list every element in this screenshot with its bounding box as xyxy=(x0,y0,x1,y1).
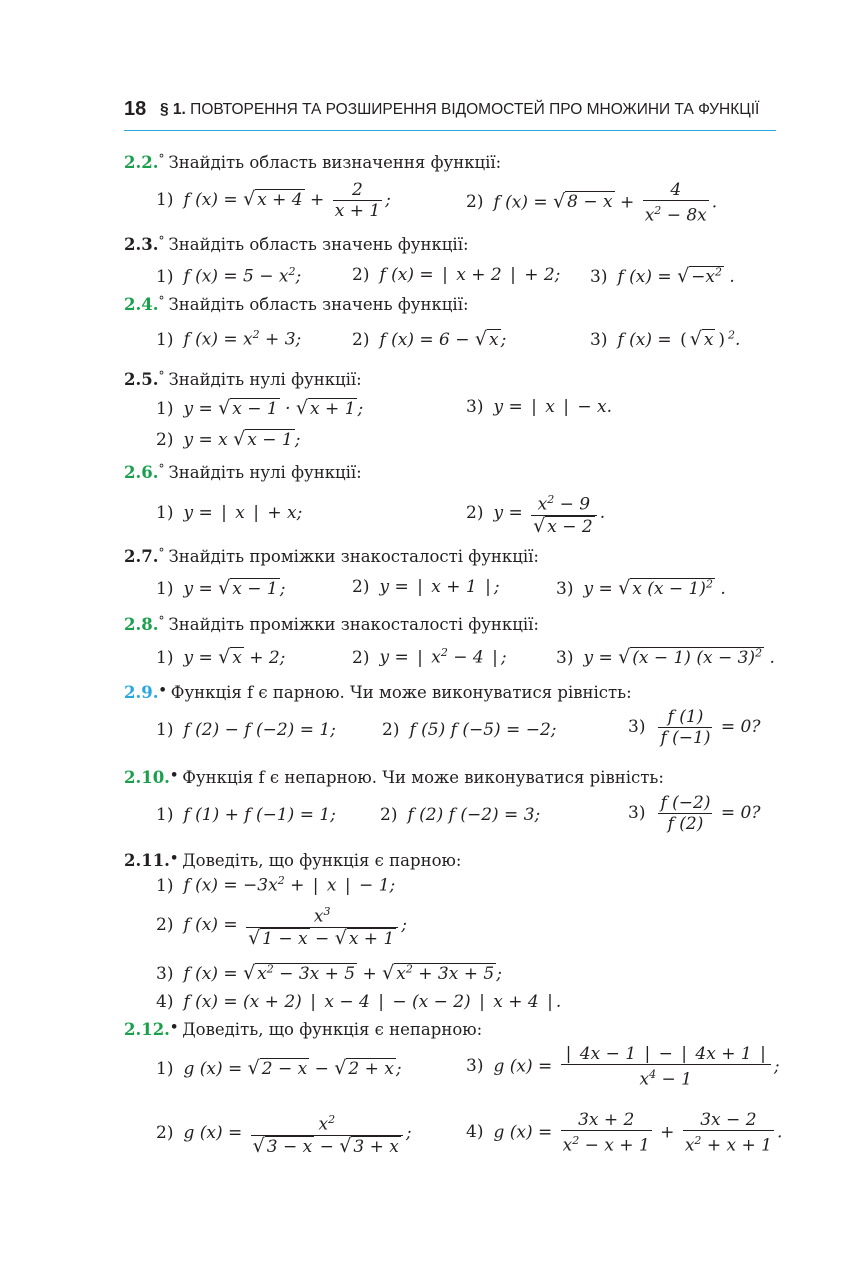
exercise-2-7 xyxy=(124,547,539,566)
level-marker: • xyxy=(169,768,179,783)
exercise-text: Знайдіть нулі функції: xyxy=(168,463,362,482)
level-marker: ° xyxy=(158,546,165,560)
exercise-2-8 xyxy=(124,615,539,634)
section-title xyxy=(160,101,759,119)
item-number: 1) xyxy=(156,648,174,668)
exercise-text: Функція f є непарною. Чи може виконуватися рівність: xyxy=(182,768,664,787)
section-title-text: ПОВТОРЕННЯ ТА РОЗШИРЕННЯ ВІДОМОСТЕЙ ПРО МНОЖИНИ ТА ФУНКЦІЇ xyxy=(190,101,760,118)
level-marker: • xyxy=(158,683,167,698)
formula: 2) y = $\frac{x^2 - 9}{√ x - 2}$ . xyxy=(466,490,605,537)
formula: 3) y = √ (x − 1) $(x - 3)^2$ . xyxy=(556,646,775,668)
exercise-number: 2.4. xyxy=(124,295,159,314)
formula: 1) y = √ x + 2; xyxy=(156,646,286,668)
formula: 3) f (x) = √ $-x^2$ . xyxy=(590,265,735,287)
formula: 3) $\frac{f (-2)}{f (2)}$ = 0? xyxy=(628,793,761,834)
exercise-text: Знайдіть область визначення функції: xyxy=(168,153,502,172)
exercise-number: 2.5. xyxy=(124,370,159,389)
formula: 2) f (x) = √ 8 − x + $\frac{4}{x^2 - 8x}$ . xyxy=(466,180,718,226)
formula: 1) y = √ x − 1 · √ x + 1 ; xyxy=(156,397,364,419)
item-number: 2) xyxy=(466,502,484,523)
item-number: 1) xyxy=(156,399,174,419)
exercise-text: Функція f є парною. Чи може виконуватися рівність: xyxy=(170,683,632,702)
exercise-2-6 xyxy=(124,463,362,482)
formula: 2) f (x) = 6 − √ x ; xyxy=(352,328,507,350)
level-marker: • xyxy=(169,851,179,866)
level-marker: ° xyxy=(158,294,165,308)
exercise-2-11 xyxy=(124,851,461,870)
item-number: 4) xyxy=(466,1122,484,1143)
item-number: 1) xyxy=(156,579,174,599)
item-number: 1) xyxy=(156,503,174,523)
item-number: 3) xyxy=(466,397,484,417)
formula: 4) g (x) = $\frac{3x + 2}{x^2 - x + 1}$ + $\frac{3x - 2}{x^2 + x + 1}$ . xyxy=(466,1110,783,1156)
exercise-number: 2.8. xyxy=(124,615,159,634)
item-number: 1) xyxy=(156,805,174,825)
formula: 3) f (x) = ( √ x ) $^2$. xyxy=(590,328,741,350)
exercise-2-12 xyxy=(124,1020,482,1039)
exercise-text: Доведіть, що функція є непарною: xyxy=(182,1020,483,1039)
item-number: 2) xyxy=(466,192,484,213)
item-number: 3) xyxy=(590,330,608,350)
exercise-2-2 xyxy=(124,153,501,172)
page-header xyxy=(124,98,776,131)
formula: 3) g (x) = $\frac{| 4x - 1 | - | 4x + 1 |}{x^4 - 1}$ ; xyxy=(466,1044,780,1090)
item-number: 1) xyxy=(156,266,174,287)
exercise-2-4 xyxy=(124,295,469,314)
item-number: 2) xyxy=(352,647,370,668)
item-number: 2) xyxy=(352,330,370,350)
formula: 1) f $(x) = -3x^2$ + | x | − 1; xyxy=(156,874,396,896)
item-number: 1) xyxy=(156,1059,174,1079)
exercise-2-5 xyxy=(124,370,362,389)
exercise-text: Знайдіть нулі функції: xyxy=(168,370,362,389)
item-number: 1) xyxy=(156,190,174,210)
exercise-text: Знайдіть область значень функції: xyxy=(168,235,469,254)
item-number: 3) xyxy=(156,964,174,984)
formula: 2) y = x √ x − 1 ; xyxy=(156,428,301,450)
item-number: 4) xyxy=(156,992,174,1012)
level-marker: ° xyxy=(158,234,165,248)
exercise-number: 2.10. xyxy=(124,768,170,787)
item-number: 3) xyxy=(466,1056,484,1077)
item-number: 2) xyxy=(352,577,370,597)
formula: 1) g (x) = √ 2 − x − √ 2 + x ; xyxy=(156,1057,402,1079)
formula: 1) y = | x | + x; xyxy=(156,503,303,523)
exercise-text: Знайдіть проміжки знакосталості функції: xyxy=(168,615,539,634)
formula: 2) f (x) = | x + 2 | + 2; xyxy=(352,265,561,285)
item-number: 3) xyxy=(628,803,646,823)
item-number: 2) xyxy=(156,914,174,935)
formula: 2) f (5) f (−5) = −2; xyxy=(382,720,557,740)
item-number: 3) xyxy=(590,267,608,287)
item-number: 2) xyxy=(382,720,400,740)
item-number: 3) xyxy=(628,717,646,737)
formula: 1) f (1) + f (−1) = 1; xyxy=(156,805,336,825)
exercise-text: Знайдіть проміжки знакосталості функції: xyxy=(168,547,539,566)
formula: 3) y = | x | − x. xyxy=(466,397,613,417)
formula: 2) f (2) f (−2) = 3; xyxy=(380,805,541,825)
formula: 2) y = | $x^2 - 4$ | ; xyxy=(352,646,507,668)
exercise-number: 2.3. xyxy=(124,235,159,254)
section-mark: § 1. xyxy=(160,101,186,118)
formula: 3) y = √ x $(x - 1)^2$ . xyxy=(556,577,726,599)
level-marker: • xyxy=(169,1020,179,1035)
level-marker: ° xyxy=(158,462,165,476)
formula: 1) f $(x) = 5 - x^2$; xyxy=(156,265,302,287)
level-marker: ° xyxy=(158,369,165,383)
formula: 4) f (x) = (x + 2) | x − 4 | − (x − 2) | x + 4 | . xyxy=(156,992,562,1012)
formula: 3) f (x) = √ $x^2 - 3x + 5$ + √ $x^2 + 3x + 5$ ; xyxy=(156,962,502,984)
level-marker: ° xyxy=(158,152,165,166)
formula: 2) f (x) = $\frac{x^3}{√ 1 - x - √ x + 1}$ ; xyxy=(156,902,407,949)
level-marker: ° xyxy=(158,614,165,628)
formula: 1) f (2) − f (−2) = 1; xyxy=(156,720,336,740)
item-number: 2) xyxy=(380,805,398,825)
exercise-2-9 xyxy=(124,683,632,702)
formula: 2) g (x) = $\frac{x^2}{√ 3 - x - √ 3 + x}$ ; xyxy=(156,1110,412,1157)
item-number: 1) xyxy=(156,875,174,896)
exercise-2-3 xyxy=(124,235,469,254)
exercise-2-10 xyxy=(124,768,664,787)
exercise-text: Знайдіть область значень функції: xyxy=(168,295,469,314)
item-number: 1) xyxy=(156,329,174,350)
exercise-number: 2.6. xyxy=(124,463,159,482)
exercise-text: Доведіть, що функція є парною: xyxy=(182,851,462,870)
item-number: 3) xyxy=(556,648,574,668)
formula: 2) y = | x + 1 | ; xyxy=(352,577,500,597)
formula: 1) f (x) = √ x + 4 + $\frac{2}{x + 1}$ ; xyxy=(156,180,391,221)
formula: 1) y = √ x − 1 ; xyxy=(156,577,286,599)
item-number: 3) xyxy=(556,579,574,599)
item-number: 2) xyxy=(156,430,174,450)
formula: 3) $\frac{f (1)}{f (-1)}$ = 0? xyxy=(628,707,761,748)
exercise-number: 2.2. xyxy=(124,153,159,172)
exercise-number: 2.12. xyxy=(124,1020,170,1039)
item-number: 2) xyxy=(352,265,370,285)
item-number: 2) xyxy=(156,1122,174,1143)
page-number: 18 xyxy=(124,98,147,120)
exercise-number: 2.11. xyxy=(124,851,170,870)
exercise-number: 2.7. xyxy=(124,547,159,566)
formula: 1) f $(x) = x^2 + 3$; xyxy=(156,328,302,350)
exercise-number: 2.9. xyxy=(124,683,159,702)
item-number: 1) xyxy=(156,720,174,740)
